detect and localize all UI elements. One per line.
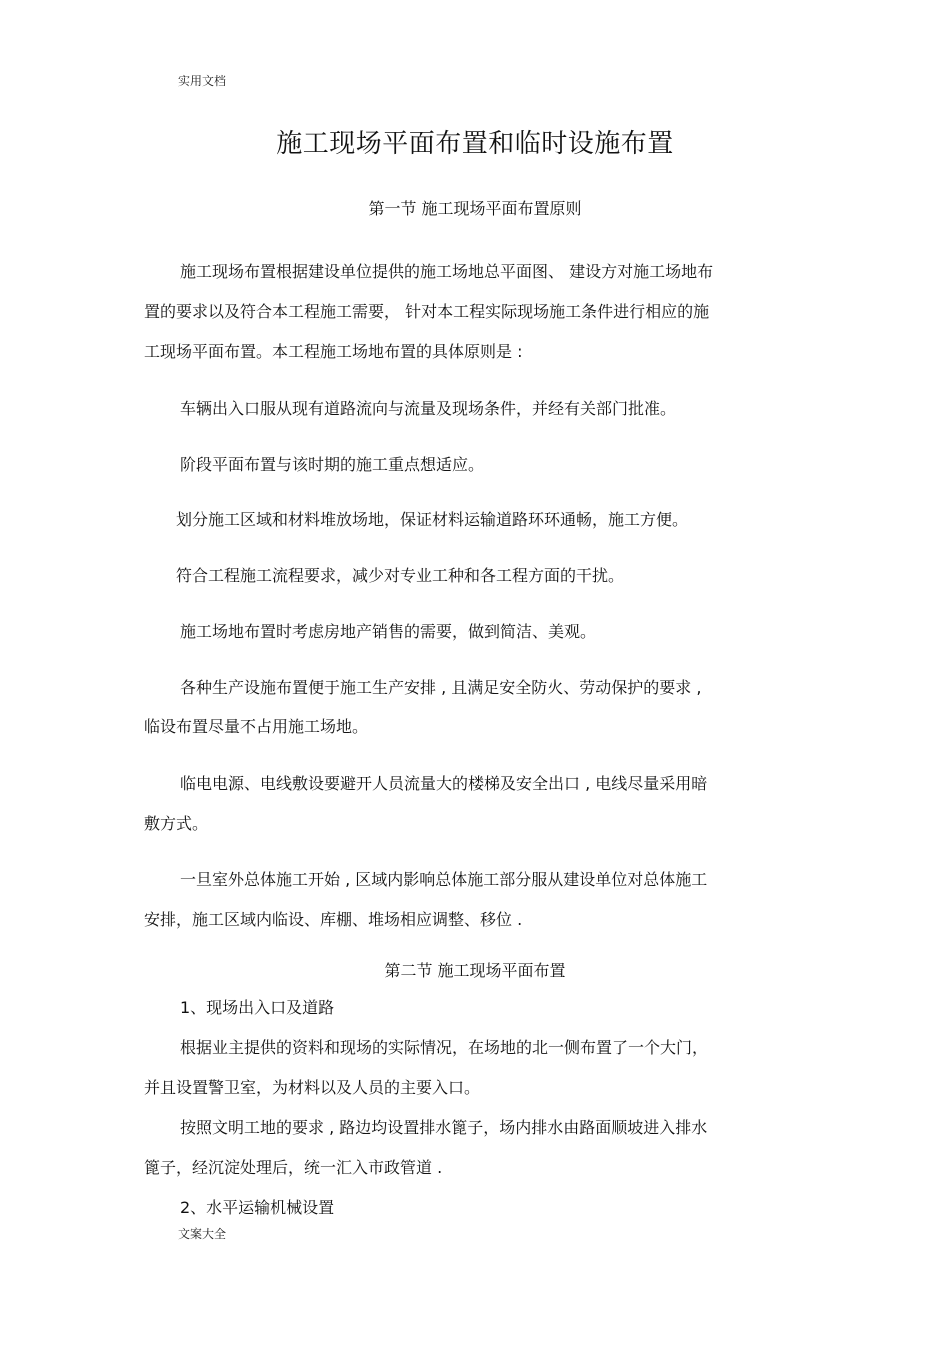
paragraph-line: 施工场地布置时考虑房地产销售的需要，做到简洁、美观。	[180, 622, 597, 641]
paragraph-line: 各种生产设施布置便于施工生产安排 , 且满足安全防火、劳动保护的要求 ,	[180, 678, 702, 697]
paragraph-line: 工现场平面布置。本工程施工场地布置的具体原则是 :	[144, 342, 523, 361]
paragraph-line: 车辆出入口服从现有道路流向与流量及现场条件，并经有关部门批准。	[180, 399, 677, 418]
paragraph-line: 根据业主提供的资料和现场的实际情况，在场地的北一侧布置了一个大门，	[180, 1038, 709, 1057]
paragraph-line: 阶段平面布置与该时期的施工重点想适应。	[180, 455, 485, 474]
document-title: 施工现场平面布置和临时设施布置	[276, 129, 674, 159]
paragraph-line: 符合工程施工流程要求，减少对专业工种和各工程方面的干扰。	[176, 566, 625, 585]
paragraph-line: 置的要求以及符合本工程施工需要， 针对本工程实际现场施工条件进行相应的施	[144, 302, 710, 321]
subheading: 2、水平运输机械设置	[180, 1198, 335, 1217]
paragraph-line: 临设布置尽量不占用施工场地。	[144, 717, 369, 736]
page-header: 实用文档	[178, 74, 227, 88]
paragraph-line: 临电电源、电线敷设要避开人员流量大的楼梯及安全出口 , 电线尽量采用暗	[180, 774, 708, 793]
paragraph-line: 施工现场布置根据建设单位提供的施工场地总平面图、 建设方对施工场地布	[180, 262, 714, 281]
paragraph-line: 安排，施工区域内临设、库棚、堆场相应调整、移位 .	[144, 910, 523, 929]
paragraph-line: 按照文明工地的要求 , 路边均设置排水篦子，场内排水由路面顺坡进入排水	[180, 1118, 708, 1137]
page-footer: 文案大全	[178, 1227, 227, 1241]
paragraph-line: 篦子，经沉淀处理后，统一汇入市政管道 .	[144, 1158, 443, 1177]
section-heading-1: 第一节 施工现场平面布置原则	[368, 199, 582, 218]
paragraph-line: 敷方式。	[144, 814, 209, 833]
paragraph-line: 一旦室外总体施工开始 , 区域内影响总体施工部分服从建设单位对总体施工	[180, 870, 708, 889]
section-heading-2: 第二节 施工现场平面布置	[384, 961, 566, 980]
paragraph-line: 划分施工区域和材料堆放场地，保证材料运输道路环环通畅，施工方便。	[176, 510, 689, 529]
subheading: 1、现场出入口及道路	[180, 998, 335, 1017]
paragraph-line: 并且设置警卫室，为材料以及人员的主要入口。	[144, 1078, 481, 1097]
